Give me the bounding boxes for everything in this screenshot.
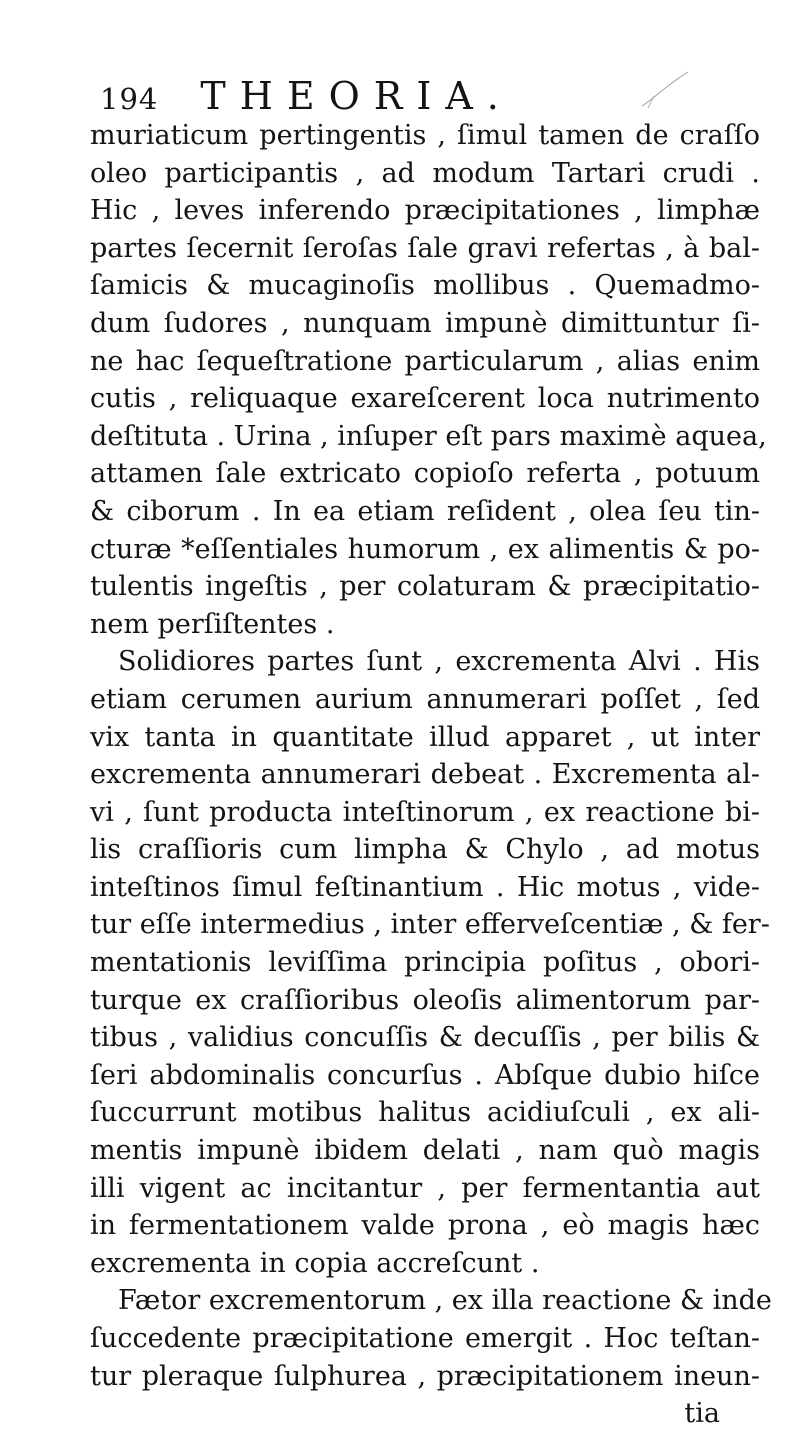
text-line: ſuccedente præcipitatione emergit . Hoc teſtan- (90, 1323, 760, 1354)
text-line: mentationis leviſſima principia poſitus , obori- (90, 947, 760, 979)
text-line: vi , ſunt producta inteſtinorum , ex reactione bi- (90, 796, 760, 828)
text-line: dum ſudores , nunquam impunè dimittuntur ſi- (90, 307, 760, 339)
text-line: & ciborum . In ea etiam reſident , olea ſeu tin- (90, 495, 760, 527)
page-number: 194 (100, 82, 159, 116)
text-line: oleo participantis , ad modum Tartari crudi . (90, 157, 760, 189)
text-line: ſuccurrunt motibus halitus acidiuſculi , ex ali- (90, 1097, 760, 1129)
text-line: nem perſiſtentes . (90, 608, 335, 640)
running-head: THEORIA. (200, 74, 513, 118)
text-line: mentis impunè ibidem delati , nam quò magis (90, 1135, 760, 1167)
text-line: attamen ſale extricato copioſo referta , potuum (90, 458, 760, 490)
text-line: cutis , reliquaque exareſcerent loca nutrimento (90, 383, 760, 415)
text-line: excrementa annumerari debeat . Excrementa al- (90, 759, 760, 791)
text-line: vix tanta in quantitate illud apparet , ut inter (90, 721, 760, 753)
text-line: tur eſſe intermedius , inter efferveſcentiæ , & fer- (90, 909, 770, 941)
text-line: excrementa in copia accreſcunt . (90, 1247, 540, 1279)
text-line: Fætor excrementorum , ex illa reactione & inde (118, 1285, 772, 1317)
text-line: tur pleraque ſulphurea , præcipitationem ineun- (90, 1360, 760, 1392)
text-line: ne hac ſequeſtratione particularum , alias enim (90, 345, 760, 377)
text-line: illi vigent ac incitantur , per fermentantia aut (90, 1172, 760, 1204)
text-line: turque ex craſſioribus oleoſis alimentorum par- (90, 984, 760, 1016)
text-line: lis craſſioris cum limpha & Chylo , ad motus (90, 834, 760, 866)
body-text (90, 117, 772, 1433)
text-line: ſeri abdominalis concurſus . Abſque dubio hiſce (90, 1059, 760, 1091)
text-line: deſtituta . Urina , inſuper eſt pars maximè aquea, (90, 420, 767, 452)
text-line: partes ſecernit ſeroſas ſale gravi refertas , à bal- (90, 232, 760, 264)
text-line: muriaticum pertingentis , ſimul tamen de craſſo (90, 120, 760, 151)
text-line: inteſtinos ſimul feſtinantium . Hic motus , vide- (90, 871, 760, 903)
pencil-mark (640, 70, 690, 110)
text-line: cturæ *eſſentiales humorum , ex alimentis & po- (90, 533, 760, 565)
text-line: Hic , leves inferendo præcipitationes , limphæ (90, 195, 760, 227)
text-line: in fermentationem valde prona , eò magis hæc (90, 1210, 760, 1242)
text-line: Solidiores partes ſunt , excrementa Alvi . His (118, 646, 760, 678)
catchword: tia (684, 1398, 720, 1430)
text-line: tibus , validius concuſſis & decuſſis , per bilis & (90, 1022, 760, 1054)
text-line: tulentis ingeſtis , per colaturam & præcipitatio- (90, 571, 760, 603)
text-line: etiam cerumen aurium annumerari poſſet , ſed (90, 683, 760, 715)
page-header (100, 74, 660, 118)
text-line: ſamicis & mucaginoſis mollibus . Quemadmo- (90, 270, 760, 302)
